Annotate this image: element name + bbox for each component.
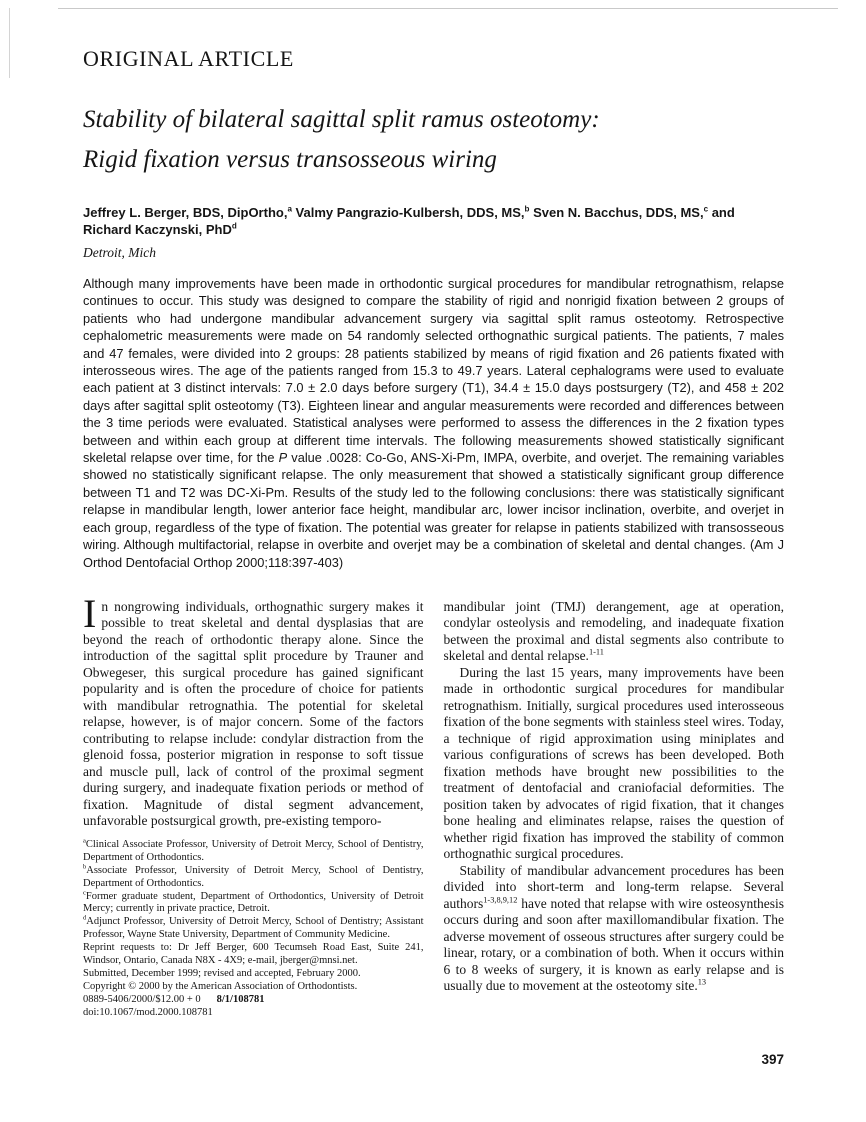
footnote-c-text: Former graduate student, Department of Orthodontics, University of Detroit Mercy; currently in private practice, Detroit. (83, 890, 424, 915)
body-paragraph-1 (83, 590, 424, 830)
footnote-c (83, 891, 424, 917)
author-1 (83, 205, 292, 220)
footnote-b-mark: b (83, 863, 87, 871)
doi-line: doi:10.1067/mod.2000.108781 (83, 1006, 213, 1018)
body-paragraph-3 (444, 665, 785, 863)
page-content (83, 46, 784, 1020)
author-2 (296, 205, 530, 220)
article-type-label: ORIGINAL ARTICLE (83, 46, 294, 71)
author-1-affiliation-mark: a (287, 204, 292, 214)
body-paragraph-2-text: mandibular joint (TMJ) derangement, age at operation, condylar osteolysis and remodeling, and inadequate fixation between the proximal and distal segments also contribute to skeletal and dental relapse. (443, 598, 784, 664)
footnote-b (83, 865, 424, 891)
article-title-line2: Rigid fixation versus transosseous wiring (83, 146, 497, 173)
author-4-affiliation-mark: d (231, 221, 237, 231)
scan-edge-top (58, 8, 838, 9)
copyright-notice: Copyright © 2000 by the American Association of Orthodontists. (83, 980, 358, 992)
author-1-name: Jeffrey L. Berger, BDS, DipOrtho, (83, 205, 288, 220)
right-column (444, 599, 785, 1020)
dropcap-letter: I (83, 590, 97, 636)
author-3-affiliation-mark: c (703, 204, 709, 214)
footnote-c-mark: c (83, 889, 86, 897)
footnote-a-mark: a (83, 837, 86, 845)
reference-mark-authors: 1-3,8,9,12 (483, 895, 518, 905)
p-value-symbol: P (278, 450, 288, 466)
footnote-d-text: Adjunct Professor, University of Detroit Mercy, School of Dentistry; Assistant Professor, Wayne State University, Department of Community Medicine. (83, 916, 424, 941)
article-title-line1: Stability of bilateral sagittal split ramus osteotomy: (83, 106, 600, 133)
page-number: 397 (761, 1052, 784, 1067)
author-list (83, 204, 784, 238)
body-paragraph-4 (444, 863, 785, 995)
reference-mark-1-11: 1-11 (588, 647, 604, 657)
author-2-name: Valmy Pangrazio-Kulbersh, DDS, MS, (295, 205, 525, 220)
article-title (83, 100, 784, 180)
footnote-a (83, 839, 424, 865)
footnote-a-text: Clinical Associate Professor, University of Detroit Mercy, School of Dentistry, Department of Orthodontics. (83, 838, 424, 863)
author-location: Detroit, Mich (83, 245, 156, 260)
submission-history: Submitted, December 1999; revised and accepted, February 2000. (83, 967, 361, 979)
abstract (83, 275, 784, 571)
scan-edge-left (9, 8, 10, 78)
reference-mark-13: 13 (697, 977, 707, 987)
author-3-name: Sven N. Bacchus, DDS, MS, (533, 205, 704, 220)
body-paragraph-4-text-1: Stability of mandibular advancement procedures has been divided into short-term and long-term relapse. Several authors (443, 862, 784, 911)
body-columns (83, 590, 784, 1020)
footnote-b-text: Associate Professor, University of Detroit Mercy, School of Dentistry, Department of Orthodontics. (83, 864, 424, 889)
article-code: 8/1/108781 (216, 993, 265, 1005)
issn-price: 0889-5406/2000/$12.00 + 0 (83, 993, 201, 1005)
abstract-text-1: Although many improvements have been made in orthodontic surgical procedures for mandibular retrognathism, relapse continues to occur. This study was designed to compare the stability of rigid and nonrigid fixation between 2 groups of patients who had undergone mandibular advancement surgery via sagittal split ramus osteotomy. Retrospective cephalometric measurements were made on 54 randomly selected orthognathic surgical patients. The patients, 7 males and 47 females, were divided into 2 groups: 28 patients stabilized by means of rigid fixation and 26 patients fixated with interosseous wires. The age of the patients ranged from 15.3 to 49.7 years. Lateral cephalograms were used to evaluate each patient at 3 distinct intervals: 7.0 ± 2.0 days before surgery (T1), 34.4 ± 15.0 days postsurgery (T2), and 458 ± 202 days after sagittal split osteotomy (T3). Eighteen linear and angular measurements were recorded and differences between the 3 time periods were evaluated. Statistical analyses were performed to assess the differences in the 2 fixation types between and within each group at different time intervals. The following measurements showed statistically significant skeletal relapse over time, for the (83, 276, 784, 466)
author-2-affiliation-mark: b (524, 204, 530, 214)
author-3 (533, 205, 708, 220)
left-column (83, 590, 424, 1020)
body-paragraph-4-text-2: have noted that relapse with wire osteosynthesis occurs during and soon after maxillomandibular fixation. The adverse movement of osseous structures after surgery could be linear, rotary, or a combination of both. When it occurs within 6 to 8 weeks of surgery, it is known as early relapse and is usually due to movement at the osteotomy site. (443, 895, 784, 994)
footnote-d-mark: d (83, 914, 87, 922)
reprint-requests: Reprint requests to: Dr Jeff Berger, 600 Tecumseh Road East, Suite 241, Windsor, Ontario, Canada N8X - 4X9; e-mail, jberger@mnsi.net. (83, 942, 424, 967)
body-paragraph-3-text: During the last 15 years, many improvements have been made in orthodontic surgical procedures for mandibular retrognathism. Initially, surgical procedures used interosseous fixation of the bone segments with stainless steel wires. Today, a technique of rigid approximation using miniplates and various configurations of screws has been developed. Both fixation methods have brought new possibilities to the treatment of dentofacial and craniofacial deformities. The position taken by advocates of rigid fixation, that it changes bone healing and eliminates relapse, raises the question of whether rigid fixation has improved the stability of common orthognathic surgical procedures. (443, 664, 784, 862)
author-4-name: and Richard Kaczynski, PhD (83, 205, 735, 237)
footnote-d (83, 916, 424, 942)
footnotes-block (83, 839, 424, 1020)
body-paragraph-1-text: n nongrowing individuals, orthognathic surgery makes it possible to treat skeletal and dental dysplasias that are beyond the reach of orthodontic therapy alone. Since the introduction of the sagittal split procedure by Trauner and Obwegeser, this surgical procedure has gained significant popularity and is often the procedure of choice for patients with mandibular retrognathia. The potential for skeletal relapse, however, is of major concern. Some of the factors contributing to relapse include: condylar distraction from the glenoid fossa, posterior migration in response to soft tissue and muscle pull, lack of control of the proximal segment during surgery, and inadequate fixation periods or method of fixation. Magnitude of distal segment advancement, unfavorable postsurgical growth, pre-existing temporo- (83, 598, 424, 829)
abstract-text-2: value .0028: Co-Go, ANS-Xi-Pm, IMPA, overbite, and overjet. The remaining variables showed no statistically significant relapse. The only measurement that showed a statistically significant group difference between T1 and T2 was DC-Xi-Pm. Results of the study led to the following conclusions: there was statistically significant relapse in mandibular length, lower anterior face height, mandibular arc, lower incisor inclination, overbite, and overjet in each group, regardless of the type of fixation. The potential was greater for relapse in patients stabilized with transosseous wiring. Although multifactorial, relapse in overbite and overjet may be a combination of skeletal and dental changes. (Am J Orthod Dentofacial Orthop 2000;118:397-403) (83, 450, 784, 570)
issn-line (83, 994, 424, 1007)
body-paragraph-2 (444, 599, 785, 665)
